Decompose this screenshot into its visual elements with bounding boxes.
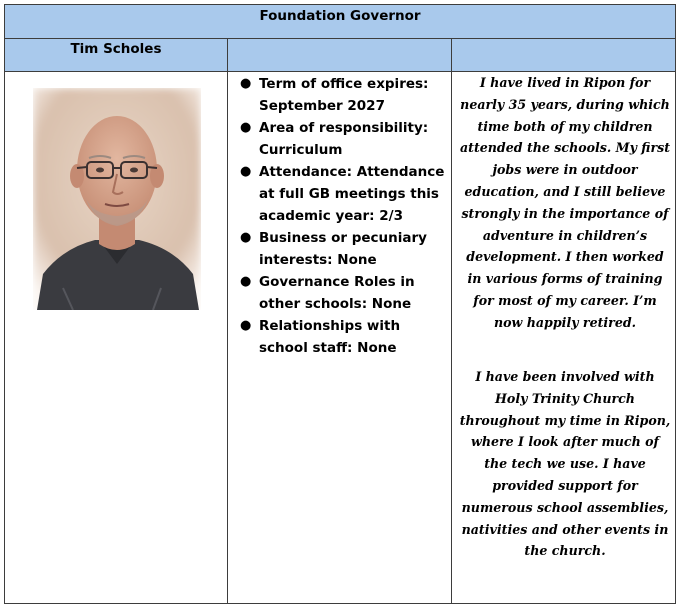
- photo-cell: [5, 72, 228, 603]
- bullet-icon: ●: [240, 164, 252, 179]
- bio-paragraph: I have been involved with Holy Trinity Church throughout my time in Ripon, where I look after much of the tech we use. I have provided support for numerous school assemblies, nativities and other events in the church.: [459, 369, 671, 559]
- facts-cell: [229, 72, 452, 603]
- governor-table: [4, 4, 676, 604]
- facts-list: [235, 73, 447, 359]
- bullet-icon: ●: [240, 230, 252, 245]
- list-item: ● Area of responsibility: Curriculum: [235, 117, 447, 161]
- list-item: ● Relationships with school staff: None: [235, 315, 447, 359]
- governor-name: Tim Scholes: [70, 41, 162, 57]
- list-item: ● Attendance: Attendance at full GB meetings this academic year: 2/3: [235, 161, 447, 227]
- title-row: [5, 5, 675, 39]
- bio-cell: [453, 72, 675, 603]
- portrait-photo: [33, 88, 201, 310]
- header-row: [5, 39, 675, 72]
- empty-header-cell: [453, 39, 675, 71]
- empty-header-cell: [229, 39, 452, 71]
- name-header-cell: [5, 39, 228, 71]
- bio-paragraph: I have lived in Ripon for nearly 35 years, during which time both of my children attended the schools. My first jobs were in outdoor education, and I still believe strongly in the importance of adventure in children’s development. I then worked in various forms of training for most of my career. I’m now happily retired.: [459, 75, 671, 330]
- list-item: ● Business or pecuniary interests: None: [235, 227, 447, 271]
- list-item: ● Term of office expires: September 2027: [235, 73, 447, 117]
- bullet-icon: ●: [240, 120, 252, 135]
- list-item: ● Governance Roles in other schools: None: [235, 271, 447, 315]
- bullet-icon: ●: [240, 76, 252, 91]
- bullet-icon: ●: [240, 274, 252, 289]
- table-title: Foundation Governor: [259, 8, 421, 24]
- details-row: [5, 72, 675, 603]
- bullet-icon: ●: [240, 318, 252, 333]
